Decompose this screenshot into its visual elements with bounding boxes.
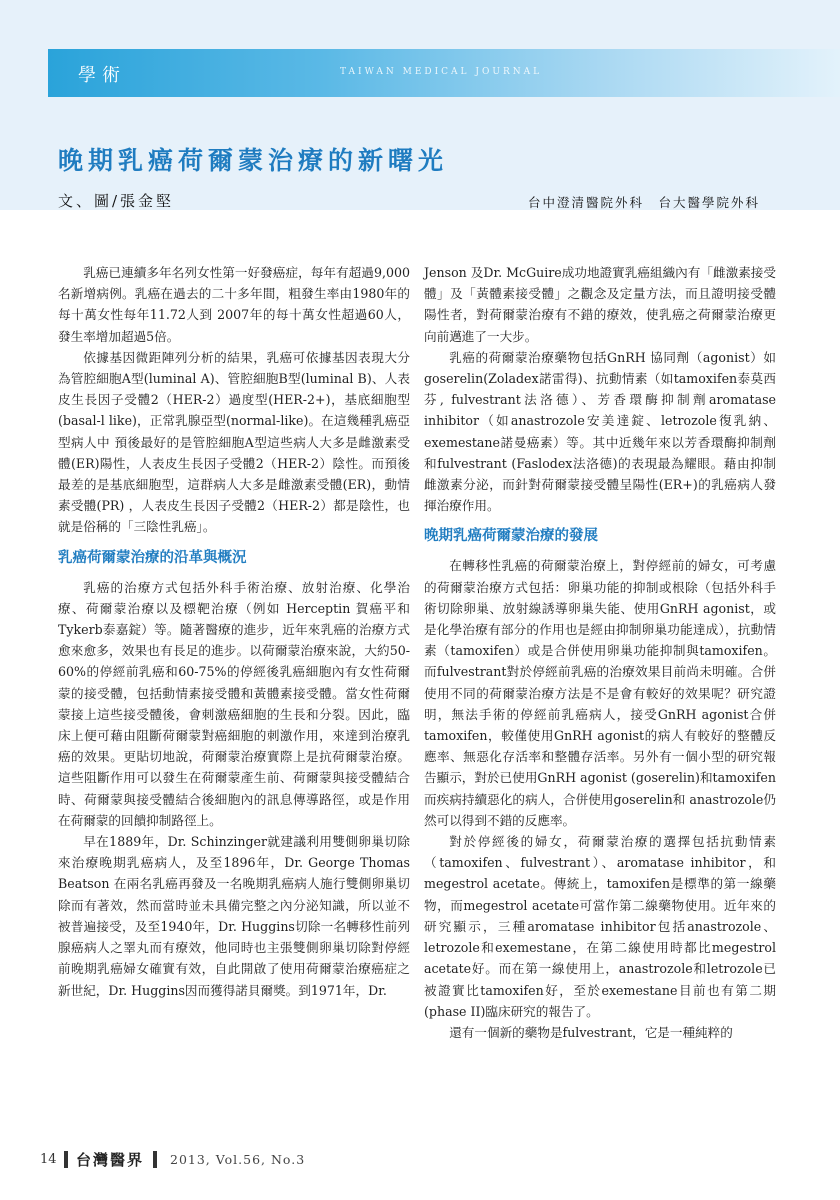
footer-issue: 2013, Vol.56, No.3 [170, 1152, 306, 1167]
right-column [424, 262, 776, 1043]
author-byline: 文、圖/張金堅 [58, 192, 175, 210]
left-column [58, 262, 410, 1001]
paragraph: 乳癌的荷爾蒙治療藥物包括GnRH 協同劑（agonist）如goserelin(Zoladex諾雷得)、抗動情素（如tamoxifen泰莫西芬, fulvestrant法洛德）、芳香環酶抑制劑aromatase inhibitor（如anastrozole安美達錠、letrozole復乳納、exemestane諾曼癌素）等。其中近幾年來以芳香環酶抑制劑和fulvestrant (Faslodex法洛德)的表現最為耀眼。藉由抑制雌激素分泌，而針對荷爾蒙接受體呈陽性(ER+)的乳癌病人發揮治療作用。 [424, 349, 776, 514]
section-label: 學術 [78, 65, 126, 86]
section-heading: 晚期乳癌荷爾蒙治療的發展 [424, 528, 598, 545]
section-heading: 乳癌荷爾蒙治療的沿革與概況 [58, 549, 247, 566]
footer-divider [64, 1151, 68, 1168]
paragraph: 還有一個新的藥物是fulvestrant，它是一種純粹的 [449, 1024, 733, 1040]
author-affiliation: 台中澄清醫院外科 台大醫學院外科 [527, 195, 760, 210]
paragraph: 依據基因微距陣列分析的結果，乳癌可依據基因表現大分為管腔細胞A型(luminal A)、管腔細胞B型(luminal B)、人表皮生長因子受體2（HER-2）過度型(HER-2+)，基底細胞型(basal-l like)，正常乳腺亞型(normal-like)。在這幾種乳癌亞型病人中 預後最好的是管腔細胞A型這些病人大多是雌激素受體(ER)陽性，人表皮生長因子受體2（HER-2）陰性。而預後最差的是基底細胞型，這群病人大多是雌激素受體(ER)，動情素受體(PR) ，人表皮生長因子受體2（HER-2）都是陰性，也就是俗稱的「三陰性乳癌」。 [58, 349, 410, 535]
paragraph: 早在1889年，Dr. Schinzinger就建議利用雙側卵巢切除來治療晚期乳癌病人，及至1896年，Dr. George Thomas Beatson 在兩名乳癌再發及一名晚期乳癌病人施行雙側卵巢切除而有著效，然而當時並未具備完整之內分泌知識，所以並不被普遍接受，及至1940年，Dr. Huggins切除一名轉移性前列腺癌病人之睪丸而有療效，他同時也主張雙側卵巢切除對停經前晚期乳癌婦女確實有效，自此開啟了使用荷爾蒙治療癌症之新世紀，Dr. Huggins因而獲得諾貝爾獎。到1971年，Dr. [58, 834, 410, 998]
header-band [0, 0, 840, 210]
paragraph: 乳癌已連續多年名列女性第一好發癌症，每年有超過9,000名新增病例。乳癌在過去的二十多年間，粗發生率由1980年的每十萬女性每年11.72人到 2007年的每十萬女性超過60人，發生率增加超過5倍。 [58, 265, 410, 344]
page-footer [0, 1148, 840, 1172]
paragraph: Jenson 及Dr. McGuire成功地證實乳癌組織內有「雌激素接受體」及「黃體素接受體」之觀念及定量方法，而且證明接受體陽性者，對荷爾蒙治療有不錯的療效，使乳癌之荷爾蒙治療更向前邁進了一大步。 [424, 265, 776, 344]
footer-page-number: 14 [40, 1152, 57, 1167]
footer-divider [153, 1151, 157, 1168]
paragraph: 在轉移性乳癌的荷爾蒙治療上，對停經前的婦女，可考慮的荷爾蒙治療方式包括：卵巢功能的抑制或根除（包括外科手術切除卵巢、放射線誘導卵巢失能、使用GnRH agonist，或是化學治療有部分的作用也是經由抑制卵巢功能達成），抗動情素（tamoxifen）或是合併使用卵巢功能抑制與tamoxifen。而fulvestrant對於停經前乳癌的治療效果目前尚未明確。合併使用不同的荷爾蒙治療方法是不是會有較好的效果呢？研究證明，無法手術的停經前乳癌病人，接受GnRH agonist合併tamoxifen，較僅使用GnRH agonist的病人有較好的整體反應率、無惡化存活率和整體存活率。另外有一個小型的研究報告顯示，對於已使用GnRH agonist (goserelin)和tamoxifen而疾病持續惡化的病人，合併使用goserelin和 anastrozole仍然可以得到不錯的反應率。 [424, 558, 776, 828]
paragraph: 對於停經後的婦女，荷爾蒙治療的選擇包括抗動情素（tamoxifen、fulvestrant）、aromatase inhibitor，和megestrol acetate。傳統上，tamoxifen是標準的第一線藥物，而megestrol acetate可當作第二線藥物使用。近年來的研究顯示，三種aromatase inhibitor包括anastrozole、letrozole和exemestane，在第二線使用時都比megestrol acetate好。而在第一線使用上，anastrozole和letrozole已被證實比tamoxifen好，至於exemestane目前也有第二期(phase II)臨床研究的報告了。 [424, 834, 776, 1019]
footer-journal-name: 台灣醫界 [76, 1151, 145, 1169]
article-title: 晚期乳癌荷爾蒙治療的新曙光 [58, 146, 449, 175]
paragraph: 乳癌的治療方式包括外科手術治療、放射治療、化學治療、荷爾蒙治療以及標靶治療（例如 Herceptin 賀癌平和 Tykerb泰嘉錠）等。隨著醫療的進步，近年來乳癌的治療方式愈來愈多，效果也有長足的進步。以荷爾蒙治療來說，大約50-60%的停經前乳癌和60-75%的停經後乳癌細胞內有女性荷爾蒙的接受體，包括動情素接受體和黃體素接受體。當女性荷爾蒙接上這些接受體後，會刺激癌細胞的生長和分裂。因此，臨床上便可藉由阻斷荷爾蒙對癌細胞的刺激作用，來達到治療乳癌的效果。更貼切地說，荷爾蒙治療實際上是抗荷爾蒙治療。這些阻斷作用可以發生在荷爾蒙產生前、荷爾蒙與接受體結合時、荷爾蒙與接受體結合後細胞內的訊息傳導路徑，或是作用在荷爾蒙的回饋抑制路徑上。 [58, 579, 410, 828]
journal-watermark: TAIWAN MEDICAL JOURNAL [340, 67, 543, 77]
